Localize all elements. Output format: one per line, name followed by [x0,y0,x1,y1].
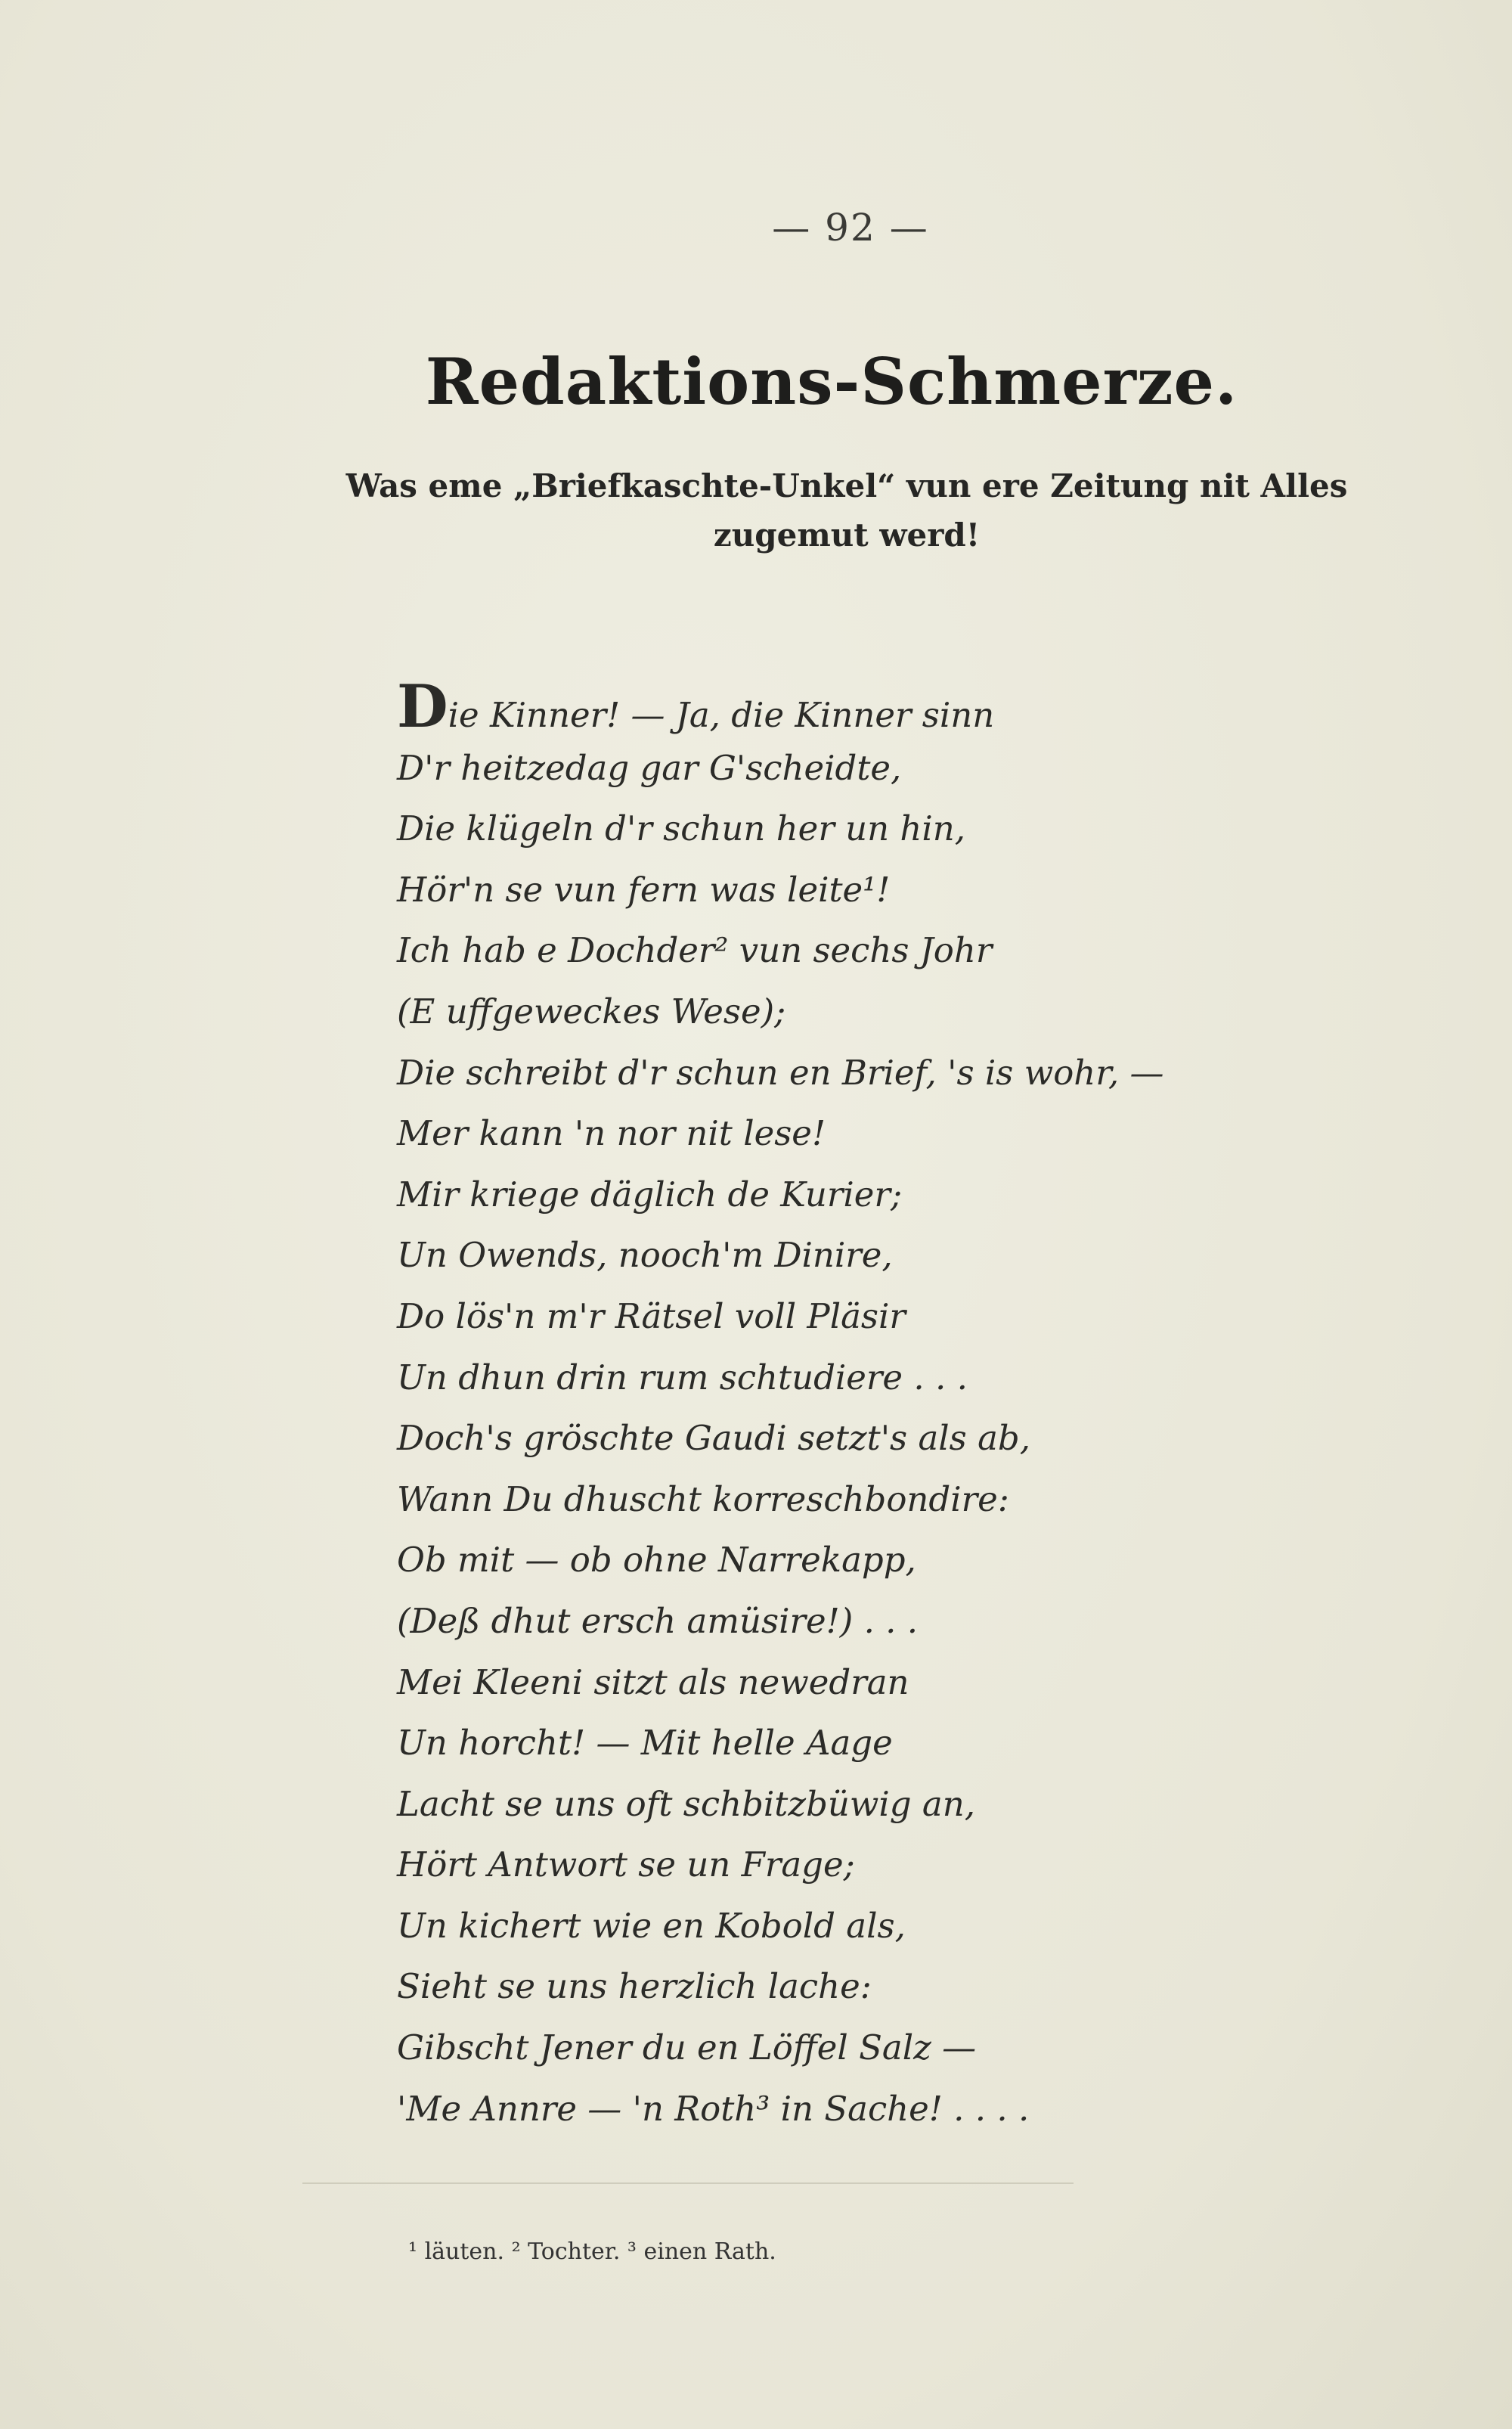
poem-body [397,672,1304,2139]
poem-title: Redaktions-Schmerze. [425,344,1238,419]
poem-line: D'r heitzedag gar G'scheidte, [397,747,902,788]
poem-line: Lacht se uns oft schbitzbüwig an, [397,1783,975,1824]
poem-line: Sieht se uns herzlich lache: [397,1966,872,2007]
poem-line: Un Owends, nooch'm Dinire, [397,1235,893,1276]
poem-line: Ich hab e Dochder² vun sechs Johr [397,930,993,971]
page-number: — 92 — [772,206,929,250]
poem-line: Die klügeln d'r schun her un hin, [397,808,966,849]
poem-line: Gibscht Jener du en Löffel Salz — [397,2027,977,2068]
poem-line: Ob mit — ob ohne Narrekapp, [397,1540,916,1581]
poem-line: Mei Kleeni sitzt als newedran [397,1661,909,1702]
poem-line: Hör'n se vun fern was leite¹! [397,869,891,910]
poem-line: (Deß dhut ersch amüsire!) . . . [397,1600,919,1641]
poem-line: (E uffgeweckes Wese); [397,991,786,1031]
poem-line: Wann Du dhuscht korreschbondire: [397,1478,1009,1519]
footnote-divider [302,2182,1074,2184]
poem-line: Un dhun drin rum schtudiere . . . [397,1357,968,1398]
poem-line: Mir kriege däglich de Kurier; [397,1174,903,1214]
footnotes: ¹ läuten. ² Tochter. ³ einen Rath. [408,2238,776,2265]
poem-line: Die schreibt d'r schun en Brief, 's is wohr, — [397,1052,1164,1093]
poem-subtitle: Was eme „Briefkaschte-Unkel“ vun ere Zeitung nit Alles zugemut werd! [345,467,1348,554]
poem-line: Doch's gröschte Gaudi setzt's als ab, [397,1418,1031,1459]
poem-line: Mer kann 'n nor nit lese! [397,1113,826,1154]
poem-line: Un kichert wie en Kobold als, [397,1905,906,1946]
poem-line: Un horcht! — Mit helle Aage [397,1723,893,1764]
poem-line: Hört Antwort se un Frage; [397,1844,855,1885]
poem-line: Die Kinner! — Ja, die Kinner sinn [397,672,995,741]
poem-line: Do lös'n m'r Rätsel voll Pläsir [397,1295,906,1336]
poem-line: 'Me Annre — 'n Roth³ in Sache! . . . . [397,2088,1030,2129]
